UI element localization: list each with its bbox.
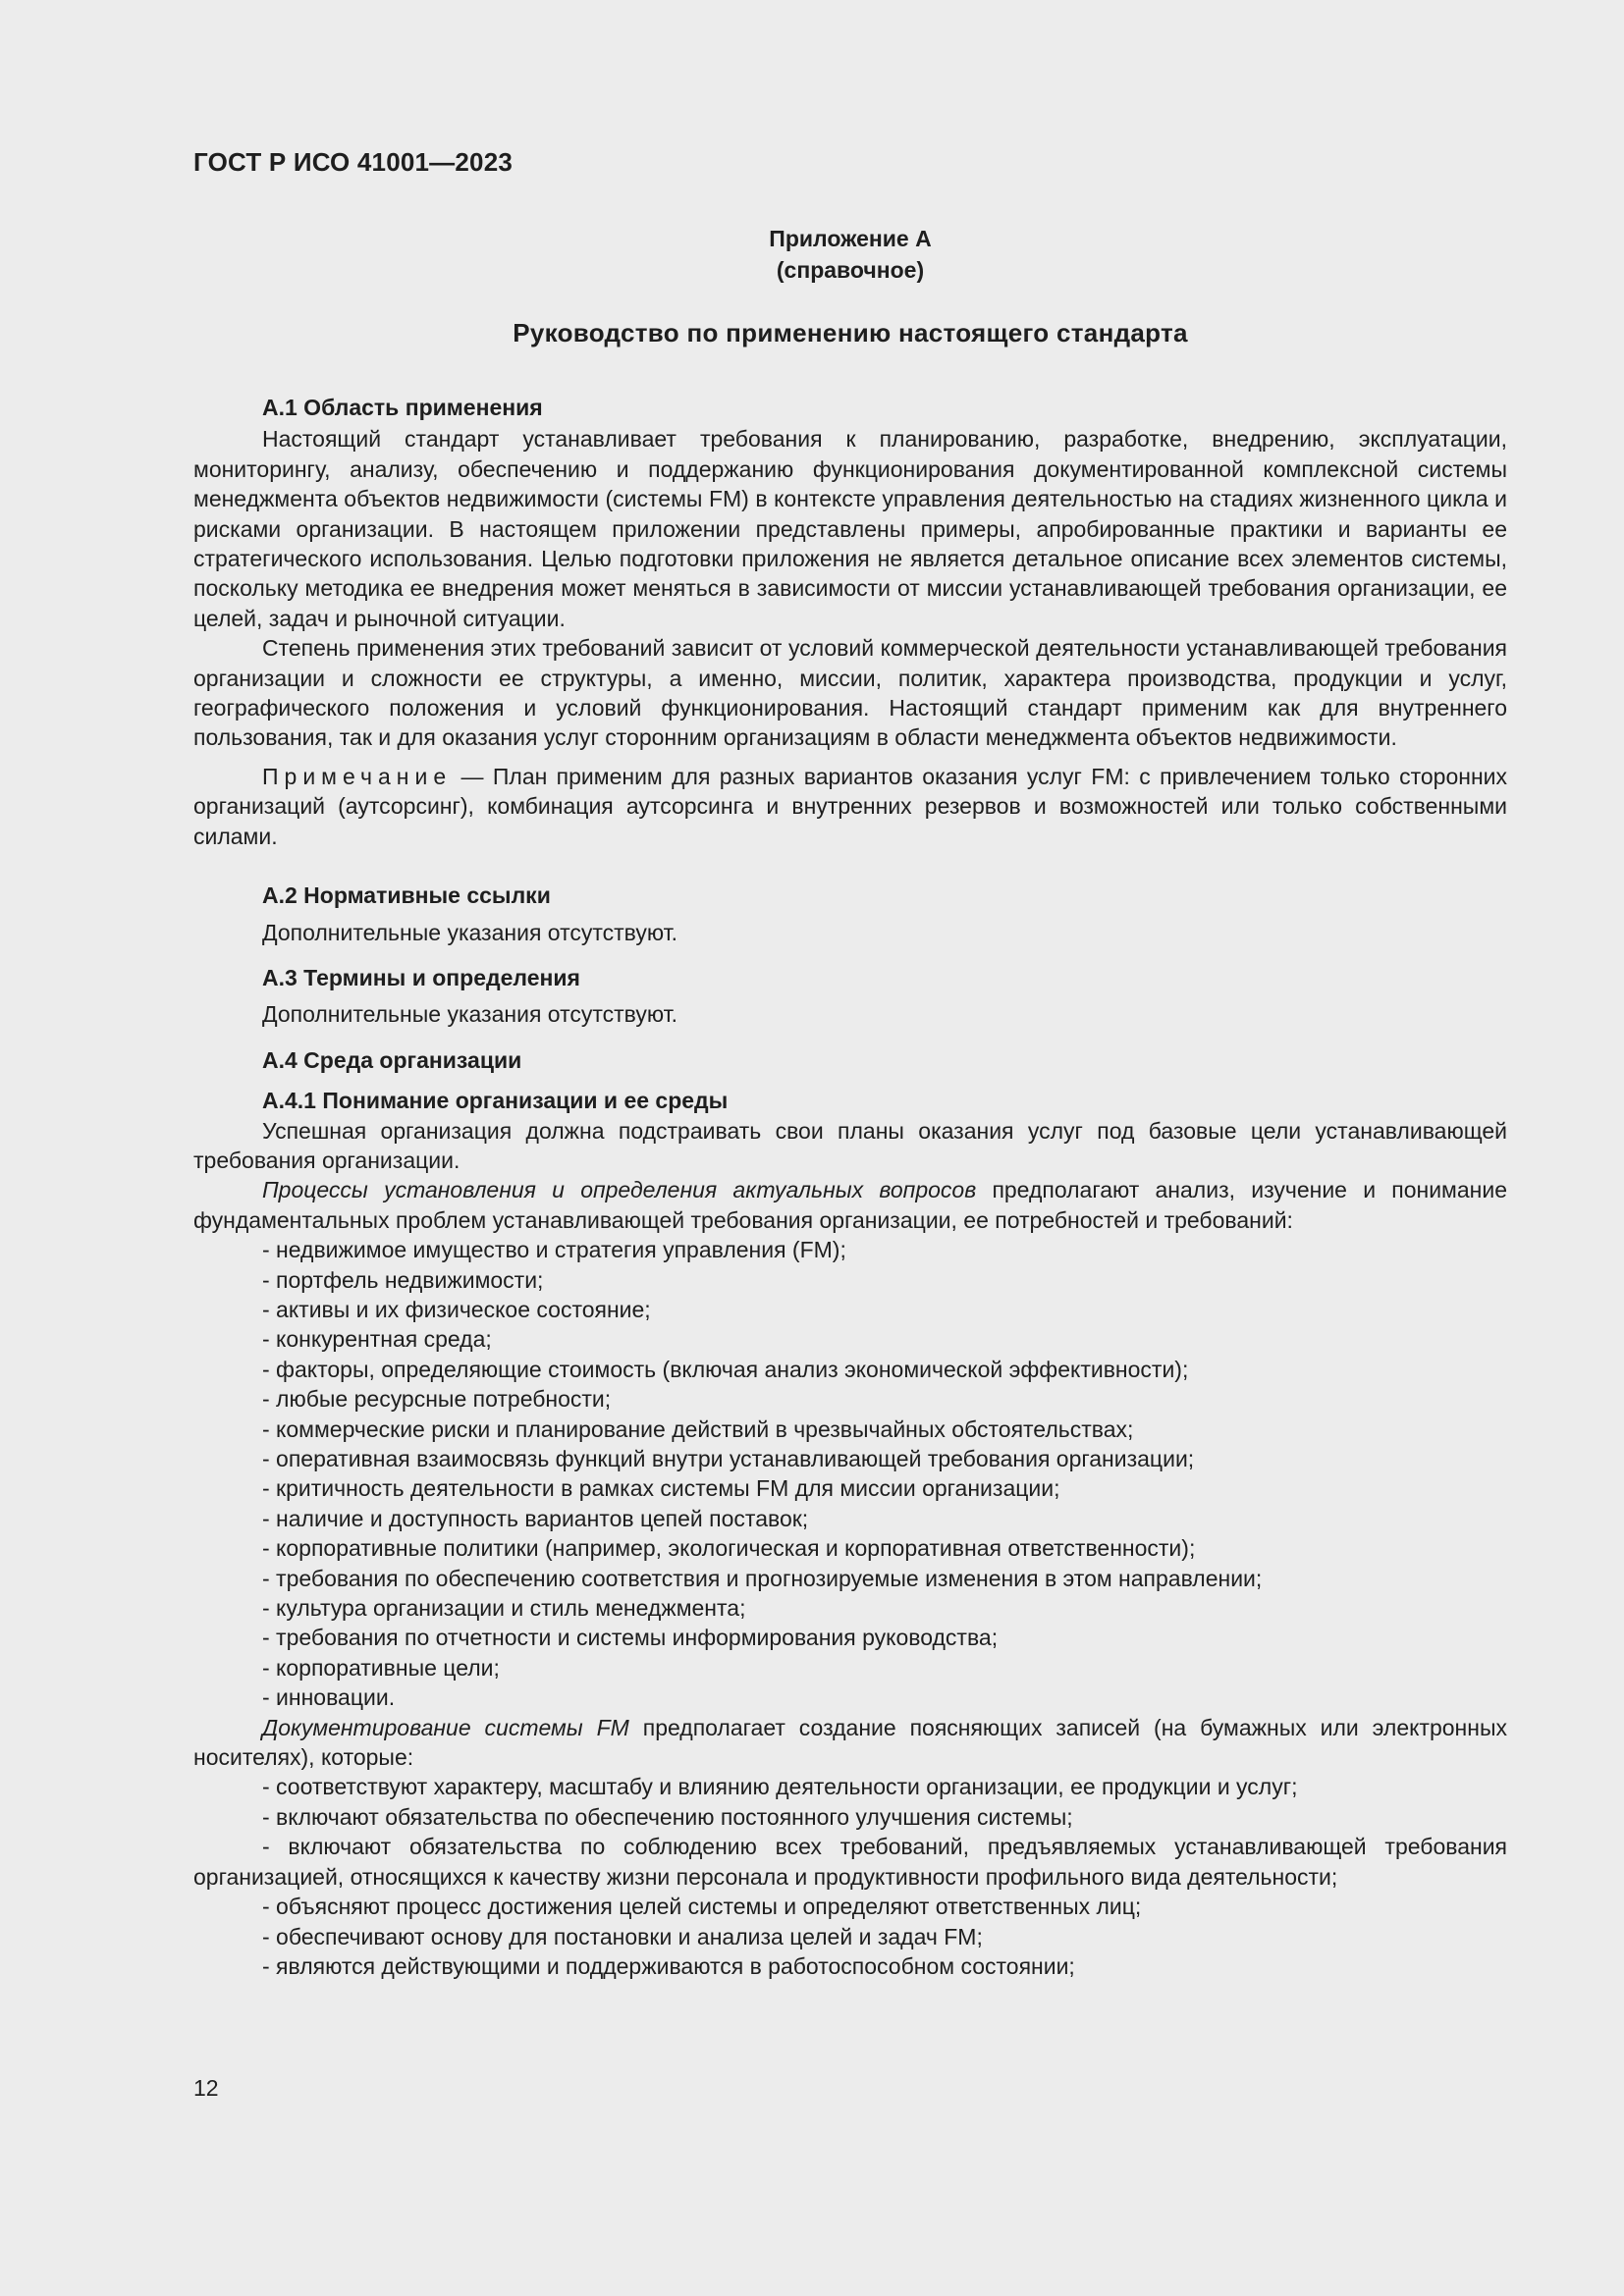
list-item: - соответствуют характеру, масштабу и влиянию деятельности организации, ее продукции и услуг; (262, 1774, 1298, 1800)
issues-list (193, 1235, 1507, 1713)
section-heading-a4: А.4 Среда организации (262, 1046, 522, 1073)
standard-designation: ГОСТ Р ИСО 41001—2023 (193, 147, 514, 177)
list-item: - факторы, определяющие стоимость (включая анализ экономической эффективности); (262, 1356, 1189, 1382)
appendix-kind: (справочное) (776, 257, 925, 283)
list-item: - недвижимое имущество и стратегия управления (FM); (262, 1237, 846, 1263)
section-heading-a1: А.1 Область применения (262, 395, 543, 420)
paragraph: Дополнительные указания отсутствуют. (262, 1001, 677, 1028)
list-item: - обеспечивают основу для постановки и анализа целей и задач FM; (262, 1923, 983, 1949)
list-item: - конкурентная среда; (262, 1326, 492, 1353)
section-heading-a3: А.3 Термины и определения (262, 964, 580, 990)
list-item: - объясняют процесс достижения целей системы и определяют ответственных лиц; (262, 1894, 1142, 1920)
list-item: - портфель недвижимости; (262, 1266, 544, 1293)
list-item: - корпоративные политики (например, экологическая и корпоративная ответственности); (262, 1535, 1196, 1562)
list-item: - критичность деятельности в рамках системы FM для миссии организации; (262, 1475, 1060, 1502)
paragraph: Процессы установления и определения актуальных вопросов предполагают анализ, изучение и понимание фундаментальных проблем устанавливающей требования организации, ее потребностей и требований: (193, 1177, 1508, 1233)
list-item: - включают обязательства по соблюдению всех требований, предъявляемых устанавливающей требования организацией, относящихся к качеству жизни персонала и продуктивности профильного вида деятельности; (193, 1834, 1507, 1890)
list-item: - требования по отчетности и системы информирования руководства; (262, 1625, 999, 1651)
list-item: - любые ресурсные потребности; (262, 1386, 612, 1413)
note-label: Примечание (262, 763, 453, 789)
list-item: - оперативная взаимосвязь функций внутри устанавливающей требования организации; (262, 1446, 1195, 1471)
appendix-title: Руководство по применению настоящего стандарта (513, 318, 1188, 347)
page-number: 12 (193, 2075, 219, 2101)
appendix-label: Приложение А (769, 226, 932, 251)
list-item: - культура организации и стиль менеджмента; (262, 1595, 746, 1622)
list-item: - активы и их физическое состояние; (262, 1296, 651, 1322)
paragraph: Успешная организация должна подстраивать свои планы оказания услуг под базовые цели устанавливающей требования организации. (193, 1117, 1507, 1173)
list-item: - являются действующими и поддерживаются в работоспособном состоянии; (262, 1952, 1075, 1979)
document-body (193, 393, 1507, 1981)
paragraph: Степень применения этих требований зависит от условий коммерческой деятельности устанавливающей требования организации и сложности ее структуры, а именно, миссии, политик, характера производства, продукции и услуг, географического положения и условий функционирования. Настоящий стандарт применим как для внутреннего пользования, так и для оказания услуг сторонним организациям в области менеджмента объектов недвижимости. (193, 635, 1507, 751)
note-text: — План применим для разных вариантов оказания услуг FM: с привлечением только сторонних организаций (аутсорсинг), комбинация аутсорсинга и внутренних резервов и возможностей или только собственными силами. (193, 763, 1507, 849)
list-item: - требования по обеспечению соответствия и прогнозируемые изменения в этом направлении; (262, 1565, 1263, 1591)
paragraph: Настоящий стандарт устанавливает требования к планированию, разработке, внедрению, эксплуатации, мониторингу, анализу, обеспечению и поддержанию функционирования документированной комплексной системы менеджмента объектов недвижимости (системы FM) в контексте управления деятельностью на стадиях жизненного цикла и рисками организации. В настоящем приложении представлены примеры, апробированные практики и варианты ее стратегического использования. Целью подготовки приложения не является детальное описание всех элементов системы, поскольку методика ее внедрения может меняться в зависимости от миссии устанавливающей требования организации, ее целей, задач и рыночной ситуации. (193, 426, 1507, 631)
section-heading-a2: А.2 Нормативные ссылки (262, 882, 551, 909)
list-item: - наличие и доступность вариантов цепей поставок; (262, 1505, 809, 1531)
list-item: - корпоративные цели; (262, 1654, 500, 1681)
paragraph: Документирование системы FM предполагает создание поясняющих записей (на бумажных или электронных носителях), которые: (193, 1714, 1507, 1771)
subsection-heading-a4-1: А.4.1 Понимание организации и ее среды (262, 1088, 729, 1114)
italic-term: Процессы установления и определения актуальных вопросов (262, 1177, 977, 1203)
paragraph: Дополнительные указания отсутствуют. (262, 919, 677, 945)
list-item: - включают обязательства по обеспечению постоянного улучшения системы; (262, 1803, 1073, 1830)
note-paragraph (193, 762, 1507, 851)
list-item: - коммерческие риски и планирование действий в чрезвычайных обстоятельствах; (262, 1415, 1134, 1442)
list-item: - инновации. (262, 1684, 396, 1711)
italic-term: Документирование системы FM (262, 1714, 629, 1740)
